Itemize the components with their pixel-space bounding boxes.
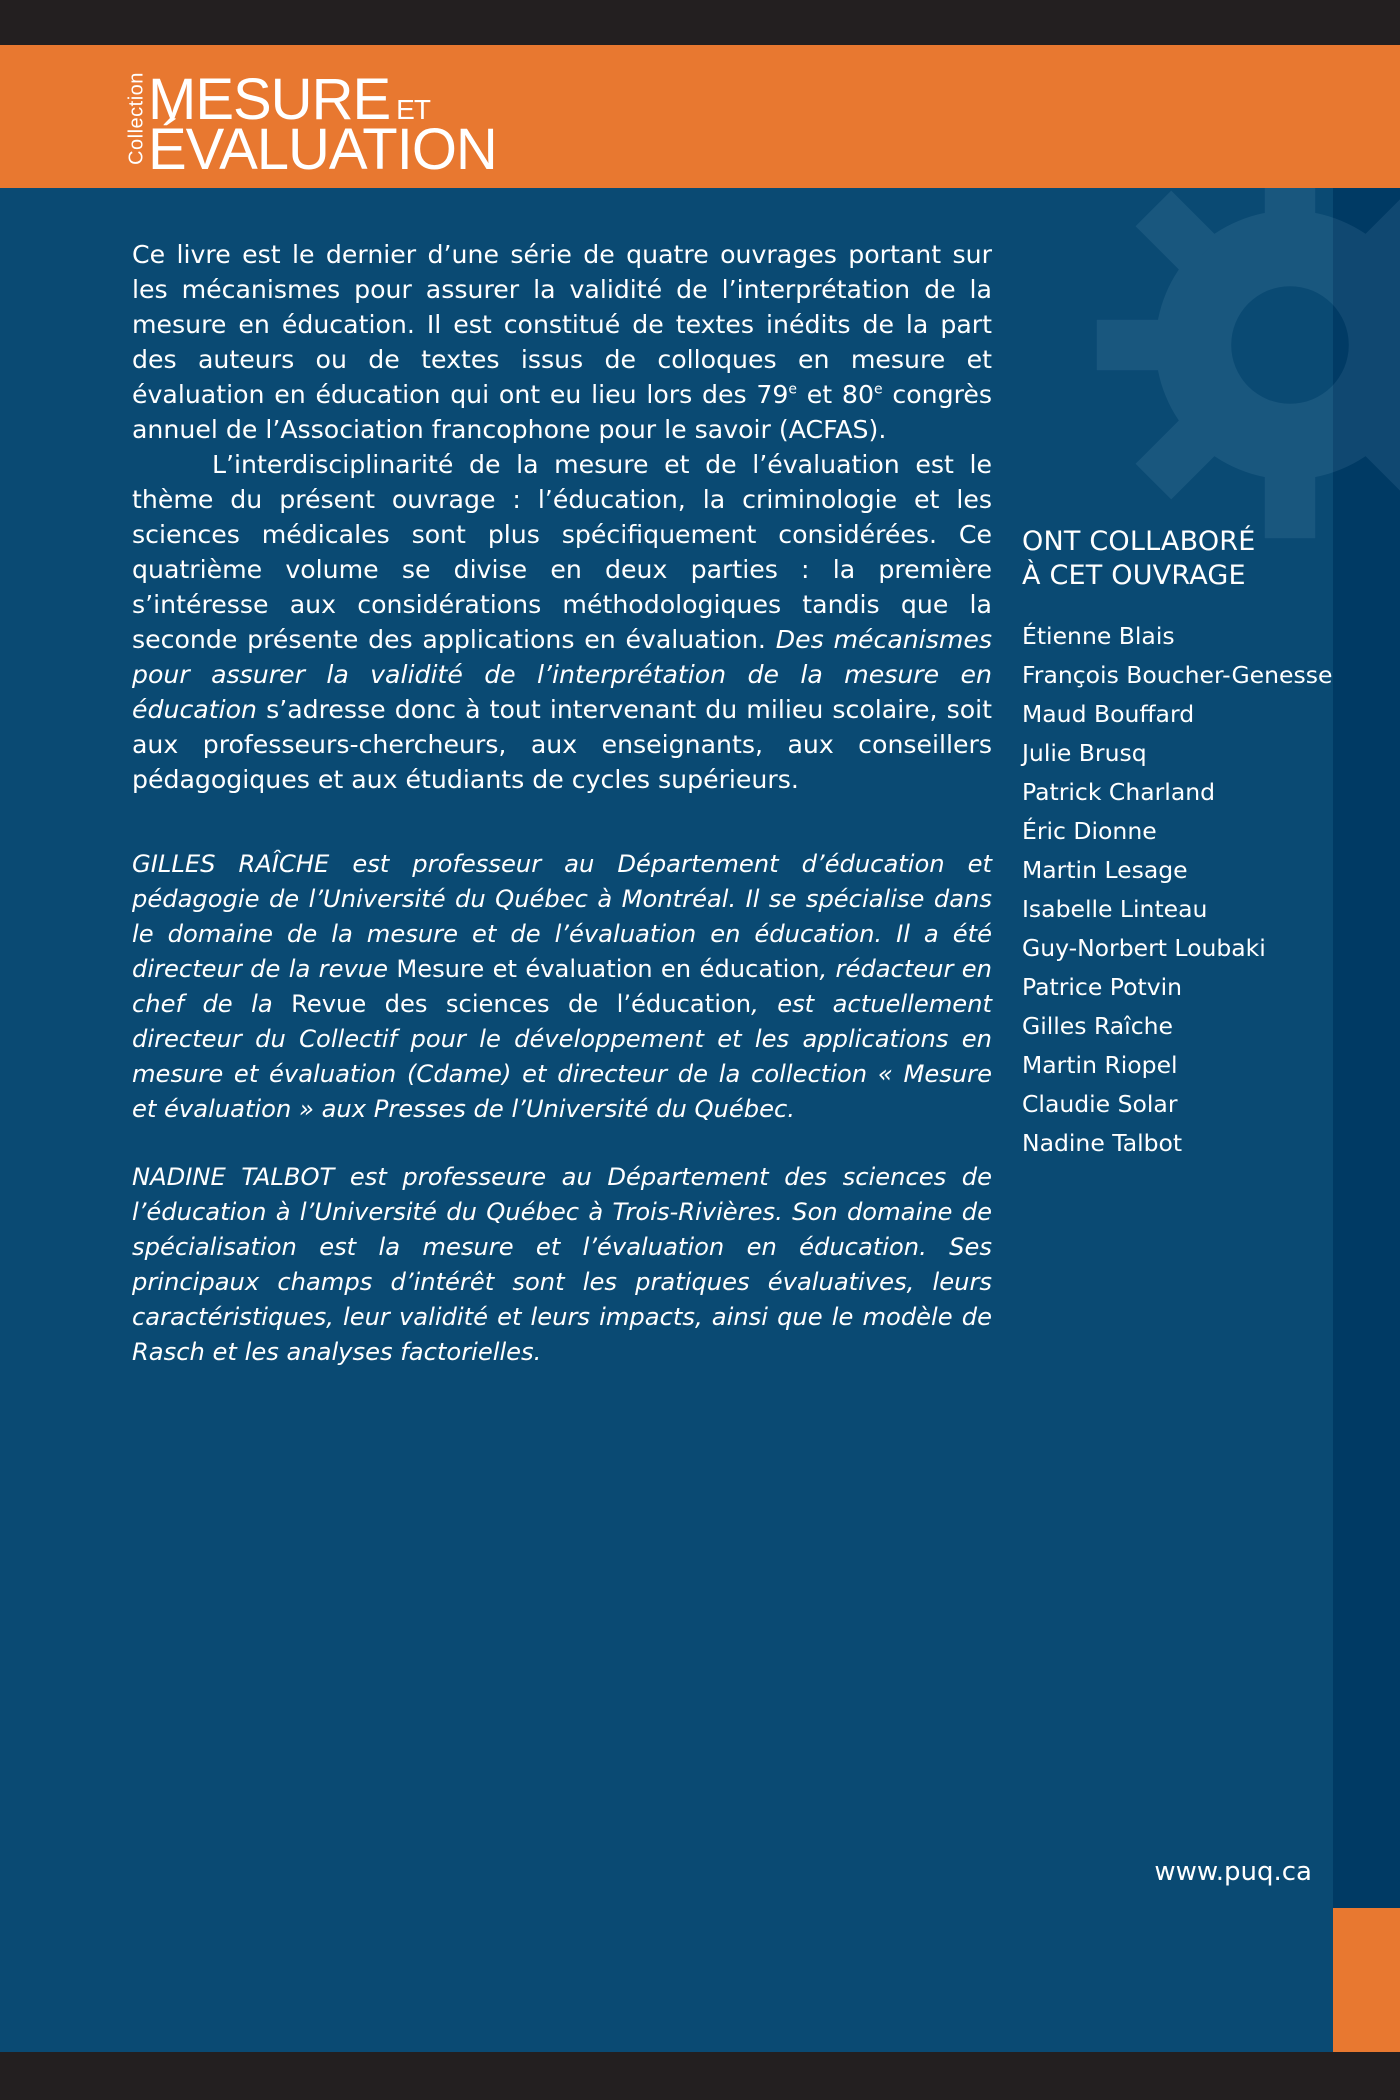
author-bio-talbot: NADINE TALBOT est professeure au Département des sciences de l’éducation à l’Université du Québec à Trois-Rivières. Son domaine de spécialisation est la mesure et l’évaluation en éducation. Ses principaux champs d’intérêt sont les pratiques évaluatives, leurs caractéristiques, leur validité et leurs impacts, ainsi que le modèle de Rasch et les analyses factorielles. xyxy=(132,1163,992,1366)
top-frame-bar xyxy=(0,0,1400,45)
contributor-name: Martin Riopel xyxy=(1022,1051,1178,1079)
contributor-name: Maud Bouffard xyxy=(1022,700,1195,728)
contributor-name: Isabelle Linteau xyxy=(1022,895,1208,923)
right-orange-accent xyxy=(1333,1908,1400,2052)
bottom-frame-bar xyxy=(0,2052,1400,2100)
logo-et: ET xyxy=(396,94,430,125)
publisher-url[interactable]: www.puq.ca xyxy=(1154,1857,1312,1887)
collection-logo xyxy=(118,67,497,182)
contributor-name: Patrice Potvin xyxy=(1022,973,1183,1001)
contributor-name: Martin Lesage xyxy=(1022,856,1188,884)
journal-name-2: Revue des sciences de l’éducation xyxy=(291,990,752,1018)
gear-watermark-icon xyxy=(1080,135,1400,555)
contributors-list xyxy=(1022,617,1333,1163)
collection-header-band xyxy=(0,45,1400,188)
logo-mesure: MESURE xyxy=(148,67,391,132)
contributors-title: ONT COLLABORÉ À CET OUVRAGE xyxy=(1022,526,1256,591)
contributor-name: Nadine Talbot xyxy=(1022,1129,1183,1157)
description-paragraph-2: L’interdisciplinarité de la mesure et de l’évaluation est le thème du présent ouvrage : l’éducation, la criminologie et les sciences médicales sont plus spécifiquement considérées. Ce quatrième volume se divise en deux parties : la première s’intéresse aux considérations méthodologiques tandis que la seconde présente des applications en évaluation. Des mécanismes pour assurer la validité de l’interprétation de la mesure en éducation s’adresse donc à tout intervenant du milieu scolaire, soit aux professeurs-chercheurs, aux enseignants, aux conseillers pédagogiques et aux étudiants de cycles supérieurs. xyxy=(132,450,993,794)
contributor-name: Patrick Charland xyxy=(1022,778,1216,806)
logo-series-line2: ÉVALUATION xyxy=(148,117,497,182)
book-description xyxy=(132,237,992,797)
contributor-name: Éric Dionne xyxy=(1022,817,1157,845)
back-cover xyxy=(0,45,1400,2052)
contributor-name: François Boucher-Genesse xyxy=(1022,661,1333,689)
contributor-name: Guy-Norbert Loubaki xyxy=(1022,934,1266,962)
contributor-name: Gilles Raîche xyxy=(1022,1012,1173,1040)
contributor-name: Étienne Blais xyxy=(1022,622,1175,650)
contributors-panel xyxy=(1022,525,1333,1163)
contributor-name: Julie Brusq xyxy=(1022,739,1147,767)
book-title-italic: Des mécanismes pour assurer la validité de l’interprétation de la mesure en éducation xyxy=(132,625,993,724)
logo-collection-label: Collection xyxy=(125,72,148,165)
journal-name-1: Mesure et évaluation en éducation xyxy=(396,955,820,983)
contributor-name: Claudie Solar xyxy=(1022,1090,1178,1118)
author-bio-raiche: GILLES RAÎCHE est professeur au Département d’éducation et pédagogie de l’Université du Québec à Montréal. Il se spécialise dans le domaine de la mesure et de l’évaluation en éducation. Il a été directeur de la revue Mesure et évaluation en éducation, rédacteur en chef de la Revue des sciences de l’éducation, est actuellement directeur du Collectif pour le développement et les applications en mesure et évaluation (Cdame) et directeur de la collection « Mesure et évaluation » aux Presses de l’Université du Québec. xyxy=(132,850,993,1123)
description-paragraph-1: Ce livre est le dernier d’une série de quatre ouvrages portant sur les mécanismes pour assurer la validité de l’interprétation de la mesure en éducation. Il est constitué de textes inédits de la part des auteurs ou de textes issus de colloques en mesure et évaluation en éducation qui ont eu lieu lors des 79e et 80e congrès annuel de l’Association francophone pour le savoir (ACFAS). xyxy=(132,240,993,444)
